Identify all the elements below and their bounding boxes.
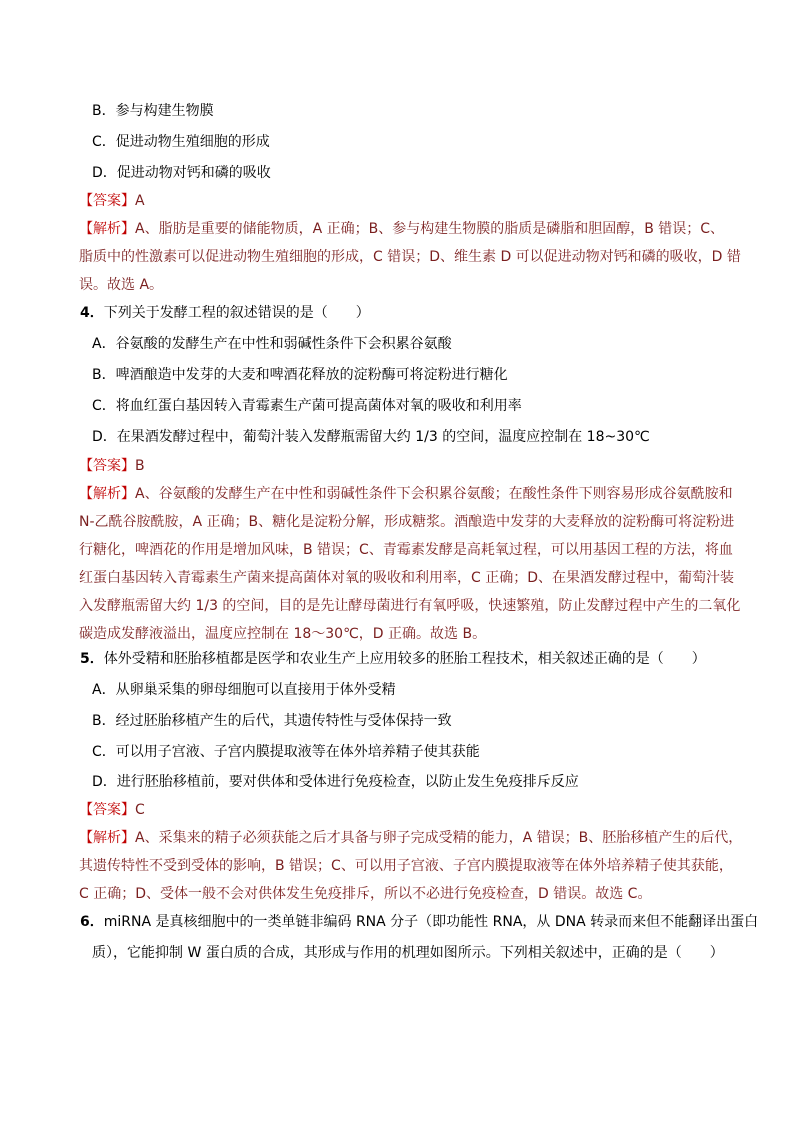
answer-label: 【答案】 — [79, 802, 135, 818]
q4-analysis-line: 红蛋白基因转入青霉素生产菌来提高菌体对氧的吸收和利用率，C 正确；D、在果酒发酵过程中，葡萄汁装 — [79, 570, 735, 586]
answer-label: 【答案】 — [79, 458, 135, 474]
q4-analysis-line: 入发酵瓶需留大约 1/3 的空间，目的是先让酵母菌进行有氧呼吸，快速繁殖，防止发酵过程中产生的二氧化 — [79, 598, 741, 614]
q4-analysis-line: 【解析】A、谷氨酸的发酵生产在中性和弱碱性条件下会积累谷氨酸；在酸性条件下则容易形成谷氨酰胺和 — [79, 486, 733, 502]
q5-option-d: D．进行胚胎移植前，要对供体和受体进行免疫检查，以防止发生免疫排斥反应 — [92, 774, 579, 790]
q5-option-a: A．从卵巢采集的卵母细胞可以直接用于体外受精 — [92, 682, 396, 698]
q5-answer — [79, 801, 145, 819]
q3-option-d: D．促进动物对钙和磷的吸收 — [92, 165, 271, 181]
q3-analysis-line: 误。故选 A。 — [79, 277, 164, 293]
q4-answer — [79, 457, 145, 475]
q5-option-b: B．经过胚胎移植产生的后代，其遗传特性与受体保持一致 — [92, 713, 452, 729]
q3-option-c: C．促进动物生殖细胞的形成 — [92, 134, 270, 150]
question-number: 4． — [80, 305, 104, 321]
analysis-label: 【解析】 — [79, 221, 135, 237]
answer-value: B — [135, 458, 145, 474]
analysis-label: 【解析】 — [79, 830, 135, 846]
q3-analysis-line: 脂质中的性激素可以促进动物生殖细胞的形成，C 错误；D、维生素 D 可以促进动物对钙和磷的吸收，D 错 — [79, 249, 741, 265]
answer-value: A — [135, 193, 145, 209]
q5-option-c: C．可以用子宫液、子宫内膜提取液等在体外培养精子使其获能 — [92, 744, 480, 760]
q4-stem: 4．下列关于发酵工程的叙述错误的是（ ） — [80, 305, 370, 321]
q4-option-d: D．在果酒发酵过程中，葡萄汁装入发酵瓶需留大约 1/3 的空间，温度应控制在 18~30℃ — [92, 429, 650, 445]
q3-option-b: B．参与构建生物膜 — [92, 103, 214, 119]
q4-option-a: A．谷氨酸的发酵生产在中性和弱碱性条件下会积累谷氨酸 — [92, 336, 452, 352]
answer-value: C — [135, 802, 145, 818]
q5-stem: 5．体外受精和胚胎移植都是医学和农业生产上应用较多的胚胎工程技术，相关叙述正确的是（ ） — [80, 651, 706, 667]
q4-analysis-line: 碳造成发酵液溢出，温度应控制在 18～30℃，D 正确。故选 B。 — [79, 626, 487, 642]
q4-option-b: B．啤酒酿造中发芽的大麦和啤酒花释放的淀粉酶可将淀粉进行糖化 — [92, 367, 508, 383]
q6-stem: 6．miRNA 是真核细胞中的一类单链非编码 RNA 分子（即功能性 RNA，从 DNA 转录而来但不能翻译出蛋白 — [80, 914, 759, 930]
q5-analysis-line: 其遗传特性不受到受体的影响，B 错误；C、可以用子宫液、子宫内膜提取液等在体外培养精子使其获能， — [79, 858, 733, 874]
q6-stem-line: 质），它能抑制 W 蛋白质的合成，其形成与作用的机理如图所示。下列相关叙述中，正确的是（ ） — [92, 945, 724, 961]
q4-option-c: C．将血红蛋白基因转入青霉素生产菌可提高菌体对氧的吸收和利用率 — [92, 398, 522, 414]
question-number: 6． — [80, 914, 104, 930]
q5-analysis-line: 【解析】A、采集来的精子必须获能之后才具备与卵子完成受精的能力，A 错误；B、胚胎移植产生的后代， — [79, 830, 743, 846]
q5-analysis-line: C 正确；D、受体一般不会对供体发生免疫排斥，所以不必进行免疫检查，D 错误。故选 C。 — [79, 886, 652, 902]
answer-label: 【答案】 — [79, 193, 135, 209]
q4-analysis-line: N-乙酰谷胺酰胺，A 正确；B、糖化是淀粉分解，形成糖浆。酒酿造中发芽的大麦释放的淀粉酶可将淀粉进 — [79, 514, 735, 530]
q3-analysis-line: 【解析】A、脂肪是重要的储能物质，A 正确；B、参与构建生物膜的脂质是磷脂和胆固醇，B 错误；C、 — [79, 221, 725, 237]
analysis-label: 【解析】 — [79, 486, 135, 502]
q3-answer — [79, 192, 145, 210]
question-number: 5． — [80, 651, 104, 667]
q4-analysis-line: 行糖化，啤酒花的作用是增加风味，B 错误；C、青霉素发酵是高耗氧过程，可以用基因工程的方法，将血 — [79, 542, 733, 558]
